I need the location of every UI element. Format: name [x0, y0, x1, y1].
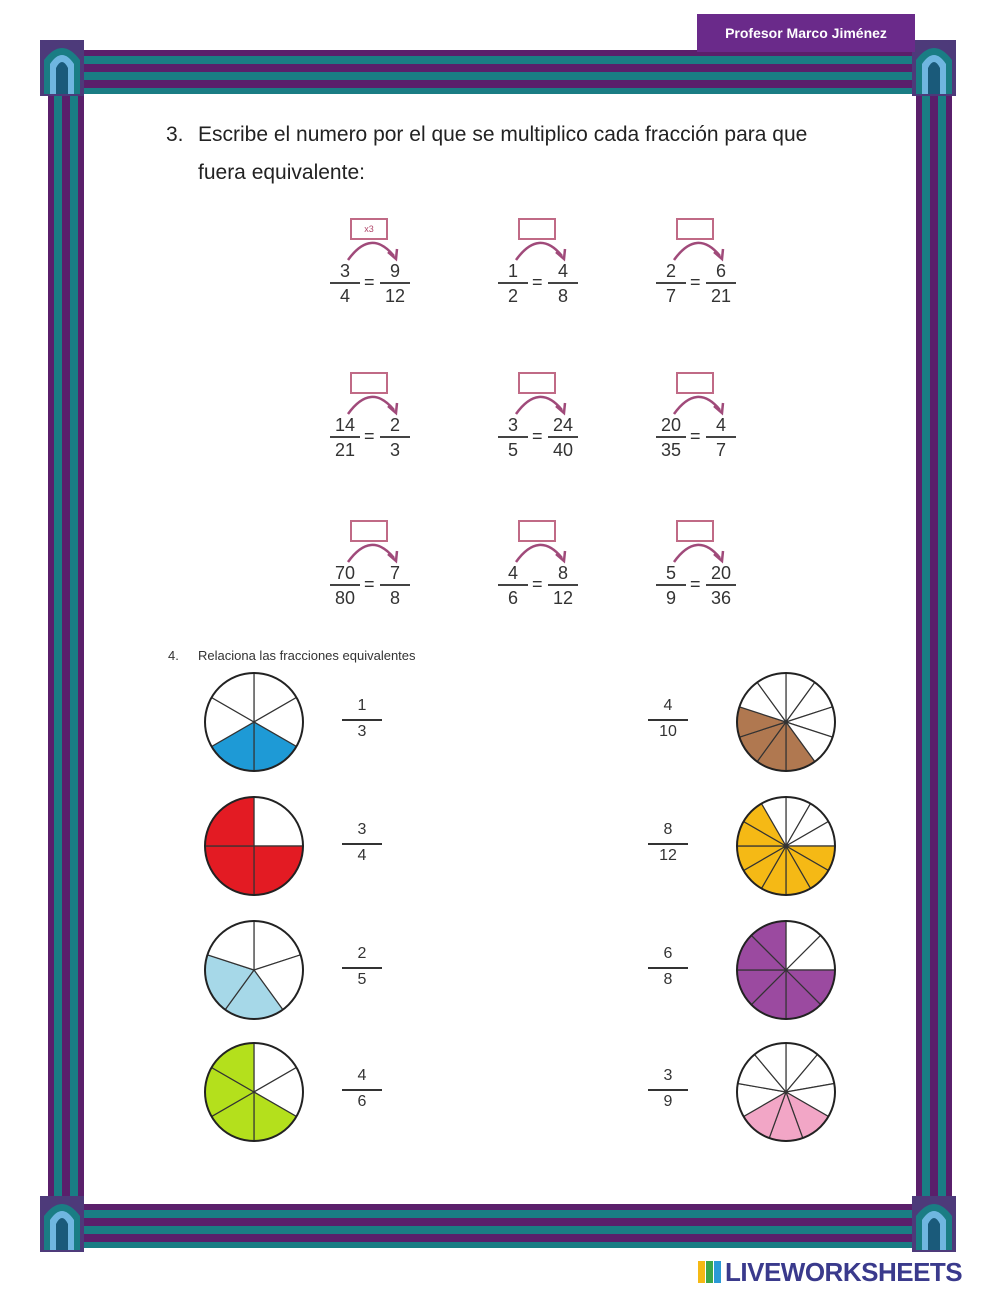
- right-fraction: [380, 260, 410, 308]
- right-fraction: [706, 260, 736, 308]
- fraction-pie: [202, 918, 306, 1022]
- fraction-exercise: [654, 214, 744, 324]
- fraction-pie: [734, 1040, 838, 1144]
- left-fraction: [656, 562, 686, 610]
- denominator: 3: [389, 440, 400, 460]
- numerator: 20: [706, 562, 736, 586]
- numerator: 9: [380, 260, 410, 284]
- corner-ornament-bottom-right: [912, 1196, 956, 1252]
- denominator: 5: [357, 971, 367, 988]
- multiply-arrow-icon: [662, 534, 732, 564]
- denominator: 8: [663, 971, 673, 988]
- left-fraction: [330, 414, 360, 462]
- right-fraction: [380, 562, 410, 610]
- fraction-label: [342, 944, 382, 991]
- question-4-text: Relaciona las fracciones equivalentes: [198, 648, 416, 663]
- fraction-label: [648, 944, 688, 991]
- fraction-label: [342, 696, 382, 743]
- denominator: 6: [357, 1093, 367, 1110]
- denominator: 40: [552, 440, 574, 460]
- numerator: 2: [380, 414, 410, 438]
- numerator: 4: [498, 562, 528, 586]
- corner-ornament-bottom-left: [40, 1196, 84, 1252]
- numerator: 24: [548, 414, 578, 438]
- denominator: 2: [507, 286, 518, 306]
- numerator: 2: [342, 944, 382, 969]
- left-fraction: [498, 414, 528, 462]
- numerator: 8: [548, 562, 578, 586]
- numerator: 2: [656, 260, 686, 284]
- numerator: 4: [648, 696, 688, 721]
- equals-sign: =: [690, 574, 701, 594]
- multiply-arrow-icon: [504, 386, 574, 416]
- denominator: 21: [334, 440, 356, 460]
- numerator: 1: [498, 260, 528, 284]
- denominator: 6: [507, 588, 518, 608]
- frame-top-bar: [48, 50, 952, 94]
- denominator: 12: [659, 847, 677, 864]
- right-fraction: [548, 260, 578, 308]
- denominator: 8: [389, 588, 400, 608]
- equals-sign: =: [364, 426, 375, 446]
- author-tag: [697, 14, 915, 52]
- equivalent-fractions-grid: [310, 196, 746, 644]
- left-fraction: [330, 260, 360, 308]
- right-fraction: [548, 414, 578, 462]
- left-fraction: [656, 260, 686, 308]
- numerator: 8: [648, 820, 688, 845]
- logo-text: LIVEWORKSHEETS: [725, 1256, 963, 1287]
- denominator: 80: [334, 588, 356, 608]
- fraction-exercise: [328, 368, 418, 478]
- fraction-exercise: [496, 516, 586, 626]
- fraction-exercise: [496, 214, 586, 324]
- question-4-number: 4.: [168, 648, 179, 663]
- numerator: 20: [656, 414, 686, 438]
- example-answer-box: x3: [350, 218, 388, 240]
- equals-sign: =: [532, 426, 543, 446]
- fraction-pie: [202, 670, 306, 774]
- fraction-exercise: [328, 516, 418, 626]
- right-fraction: [548, 562, 578, 610]
- right-fraction: [706, 562, 736, 610]
- question-3-number: 3.: [166, 123, 184, 146]
- multiply-arrow-icon: [662, 386, 732, 416]
- denominator: 21: [710, 286, 732, 306]
- denominator: 3: [357, 723, 367, 740]
- fraction-label: [648, 696, 688, 743]
- fraction-pie: [734, 794, 838, 898]
- numerator: 4: [342, 1066, 382, 1091]
- fraction-pie: [734, 918, 838, 1022]
- numerator: 4: [706, 414, 736, 438]
- author-name: Profesor Marco Jiménez: [725, 25, 887, 41]
- equals-sign: =: [532, 574, 543, 594]
- numerator: 70: [330, 562, 360, 586]
- frame-right-bar: [916, 44, 952, 1244]
- multiply-arrow-icon: [504, 232, 574, 262]
- denominator: 9: [665, 588, 676, 608]
- fraction-pie: [202, 1040, 306, 1144]
- fraction-pie: [734, 670, 838, 774]
- corner-ornament-top-right: [912, 40, 956, 96]
- denominator: 8: [557, 286, 568, 306]
- left-fraction: [498, 562, 528, 610]
- multiply-arrow-icon: [336, 534, 406, 564]
- equals-sign: =: [690, 426, 701, 446]
- numerator: 6: [648, 944, 688, 969]
- numerator: 3: [342, 820, 382, 845]
- corner-ornament-top-left: [40, 40, 84, 96]
- equals-sign: =: [690, 272, 701, 292]
- denominator: 4: [339, 286, 350, 306]
- denominator: 36: [710, 588, 732, 608]
- numerator: 1: [342, 696, 382, 721]
- numerator: 3: [498, 414, 528, 438]
- denominator: 12: [552, 588, 574, 608]
- left-fraction: [330, 562, 360, 610]
- fraction-pie: [202, 794, 306, 898]
- fraction-exercise: [496, 368, 586, 478]
- multiply-arrow-icon: [336, 386, 406, 416]
- numerator: 3: [330, 260, 360, 284]
- frame-bottom-bar: [48, 1204, 952, 1248]
- fraction-label: [648, 820, 688, 867]
- denominator: 7: [665, 286, 676, 306]
- fraction-exercise: [654, 516, 744, 626]
- fraction-label: [648, 1066, 688, 1113]
- denominator: 12: [384, 286, 406, 306]
- left-fraction: [656, 414, 686, 462]
- logo-mark-icon: [698, 1261, 721, 1283]
- equals-sign: =: [532, 272, 543, 292]
- multiply-arrow-icon: [662, 232, 732, 262]
- question-4: [168, 648, 416, 663]
- denominator: 7: [715, 440, 726, 460]
- fraction-label: [342, 1066, 382, 1113]
- numerator: 14: [330, 414, 360, 438]
- multiply-arrow-icon: [336, 232, 406, 262]
- numerator: 5: [656, 562, 686, 586]
- numerator: 7: [380, 562, 410, 586]
- fraction-exercise: [328, 214, 418, 324]
- denominator: 4: [357, 847, 367, 864]
- numerator: 4: [548, 260, 578, 284]
- equals-sign: =: [364, 574, 375, 594]
- denominator: 35: [660, 440, 682, 460]
- left-fraction: [498, 260, 528, 308]
- right-fraction: [380, 414, 410, 462]
- numerator: 6: [706, 260, 736, 284]
- frame-left-bar: [48, 44, 84, 1244]
- equals-sign: =: [364, 272, 375, 292]
- right-fraction: [706, 414, 736, 462]
- denominator: 10: [659, 723, 677, 740]
- denominator: 9: [663, 1093, 673, 1110]
- liveworksheets-logo: [698, 1257, 962, 1287]
- multiply-arrow-icon: [504, 534, 574, 564]
- fraction-exercise: [654, 368, 744, 478]
- numerator: 3: [648, 1066, 688, 1091]
- question-3-text: Escribe el numero por el que se multiplico cada fracción para que fuera equivalente:: [198, 123, 808, 184]
- denominator: 5: [507, 440, 518, 460]
- fraction-label: [342, 820, 382, 867]
